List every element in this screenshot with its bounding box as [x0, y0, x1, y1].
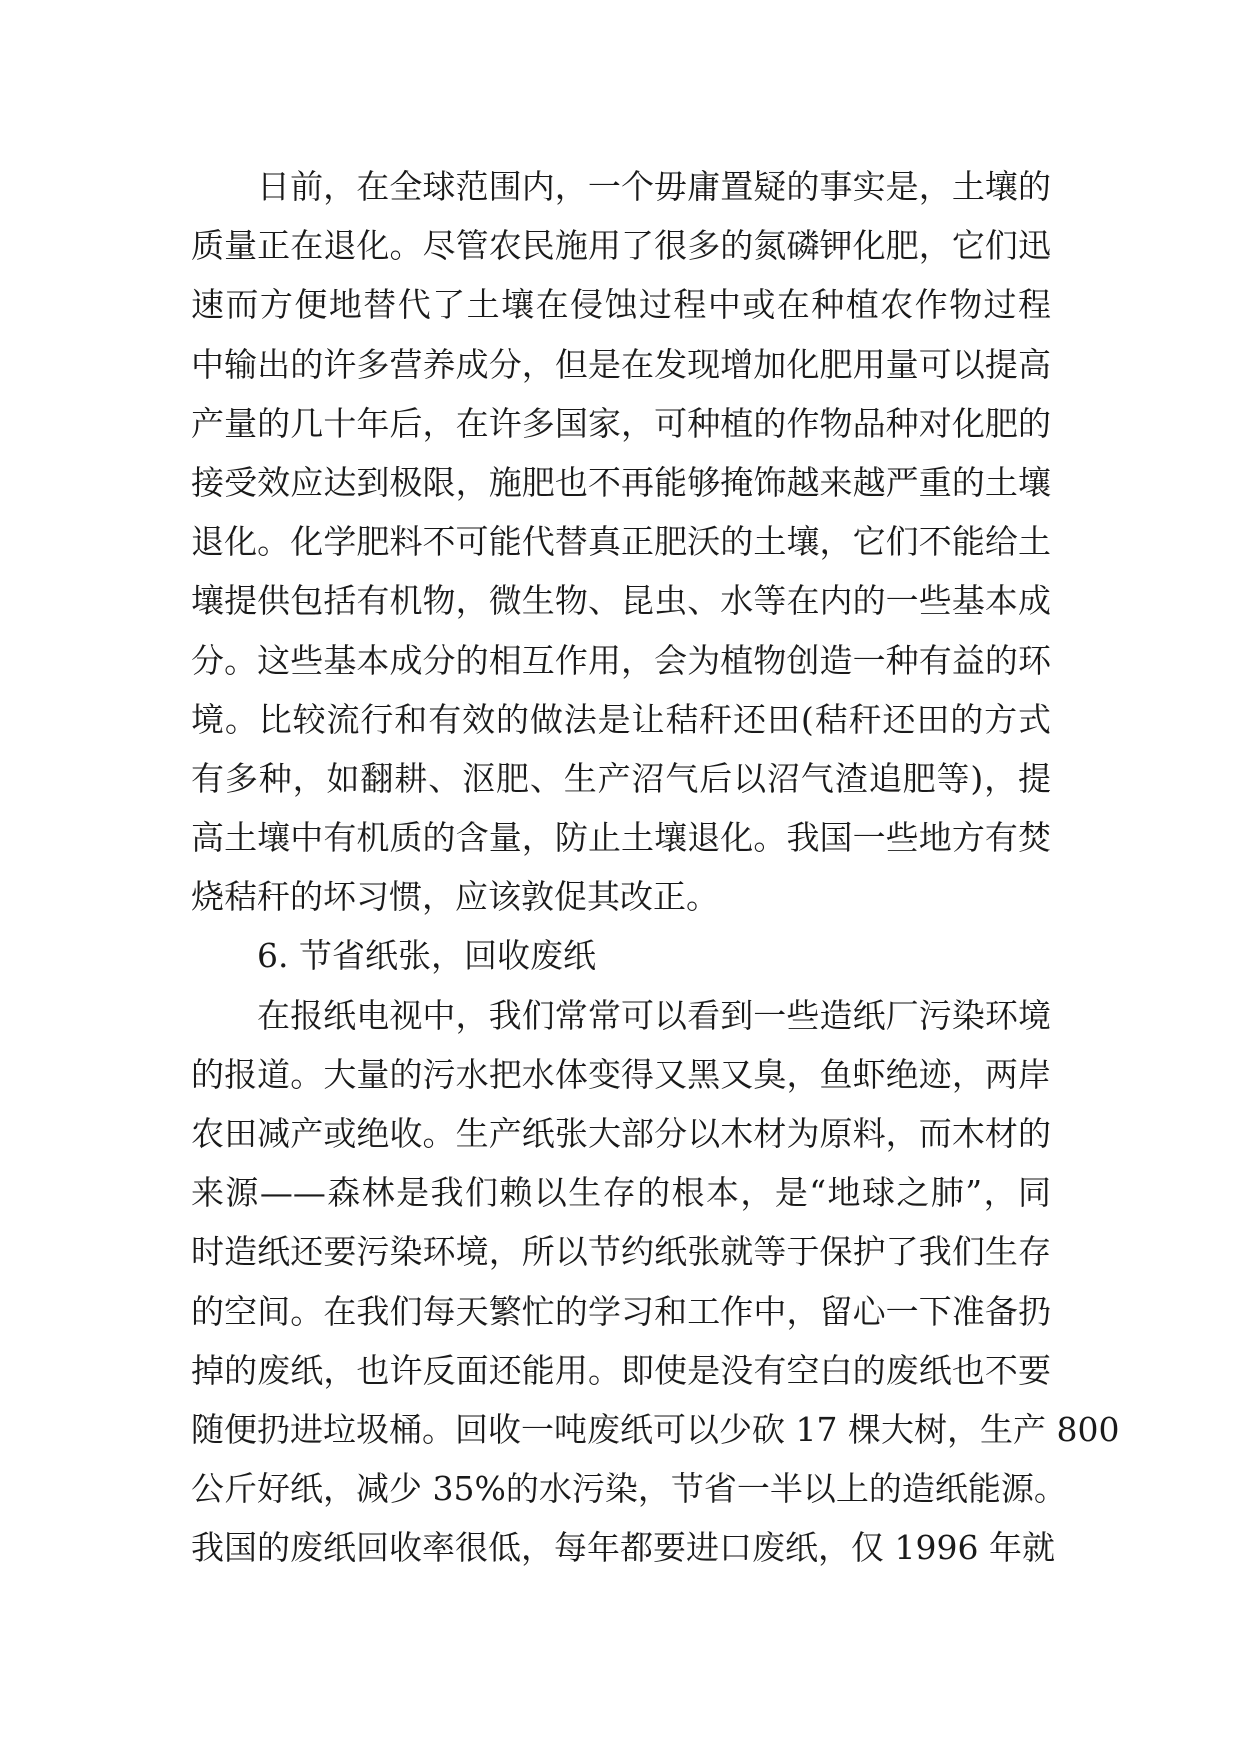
text-line: 在报纸电视中，我们常常可以看到一些造纸厂污染环境: [257, 995, 1051, 1035]
text-line: 的报道。大量的污水把水体变得又黑又臭，鱼虾绝迹，两岸: [191, 1054, 1051, 1094]
text-line: 速而方便地替代了土壤在侵蚀过程中或在种植农作物过程: [191, 285, 1051, 325]
text-line: 分。这些基本成分的相互作用，会为植物创造一种有益的环: [191, 640, 1051, 680]
text-line: 接受效应达到极限，施肥也不再能够掩饰越来越严重的土壤: [191, 462, 1051, 502]
text-line: 的空间。在我们每天繁忙的学习和工作中，留心一下准备扔: [191, 1291, 1051, 1331]
text-line: 农田减产或绝收。生产纸张大部分以木材为原料，而木材的: [191, 1114, 1051, 1153]
section-heading: 6. 节省纸张，回收废纸: [257, 936, 596, 976]
document-body: [191, 157, 1120, 1578]
text-line: 公斤好纸，减少 35%的水污染，节省一半以上的造纸能源。: [191, 1469, 1067, 1509]
text-line: 产量的几十年后，在许多国家，可种植的作物品种对化肥的: [191, 403, 1051, 443]
text-line: 掉的废纸，也许反面还能用。即使是没有空白的废纸也不要: [191, 1350, 1051, 1390]
text-line: 高土壤中有机质的含量，防止土壤退化。我国一些地方有焚: [191, 818, 1051, 858]
text-line: 中输出的许多营养成分，但是在发现增加化肥用量可以提高: [191, 344, 1051, 384]
text-line: 来源——森林是我们赖以生存的根本，是“地球之肺”，同: [191, 1173, 1051, 1213]
text-line: 我国的废纸回收率很低，每年都要进口废纸，仅 1996 年就: [191, 1528, 1055, 1568]
text-line: 质量正在退化。尽管农民施用了很多的氮磷钾化肥，它们迅: [191, 226, 1051, 266]
text-line: 随便扔进垃圾桶。回收一吨废纸可以少砍 17 棵大树，生产 800: [191, 1409, 1120, 1449]
text-line: 退化。化学肥料不可能代替真正肥沃的土壤，它们不能给土: [191, 522, 1051, 562]
text-line: 壤提供包括有机物，微生物、昆虫、水等在内的一些基本成: [191, 581, 1051, 621]
text-line: 境。比较流行和有效的做法是让秸秆还田(秸秆还田的方式: [191, 699, 1051, 739]
text-line: 日前，在全球范围内，一个毋庸置疑的事实是，土壤的: [257, 167, 1051, 206]
text-line: 烧秸秆的坏习惯，应该敦促其改正。: [191, 877, 719, 917]
text-line: 有多种，如翻耕、沤肥、生产沼气后以沼气渣追肥等)，提: [191, 758, 1051, 798]
text-line: 时造纸还要污染环境，所以节约纸张就等于保护了我们生存: [191, 1232, 1051, 1272]
